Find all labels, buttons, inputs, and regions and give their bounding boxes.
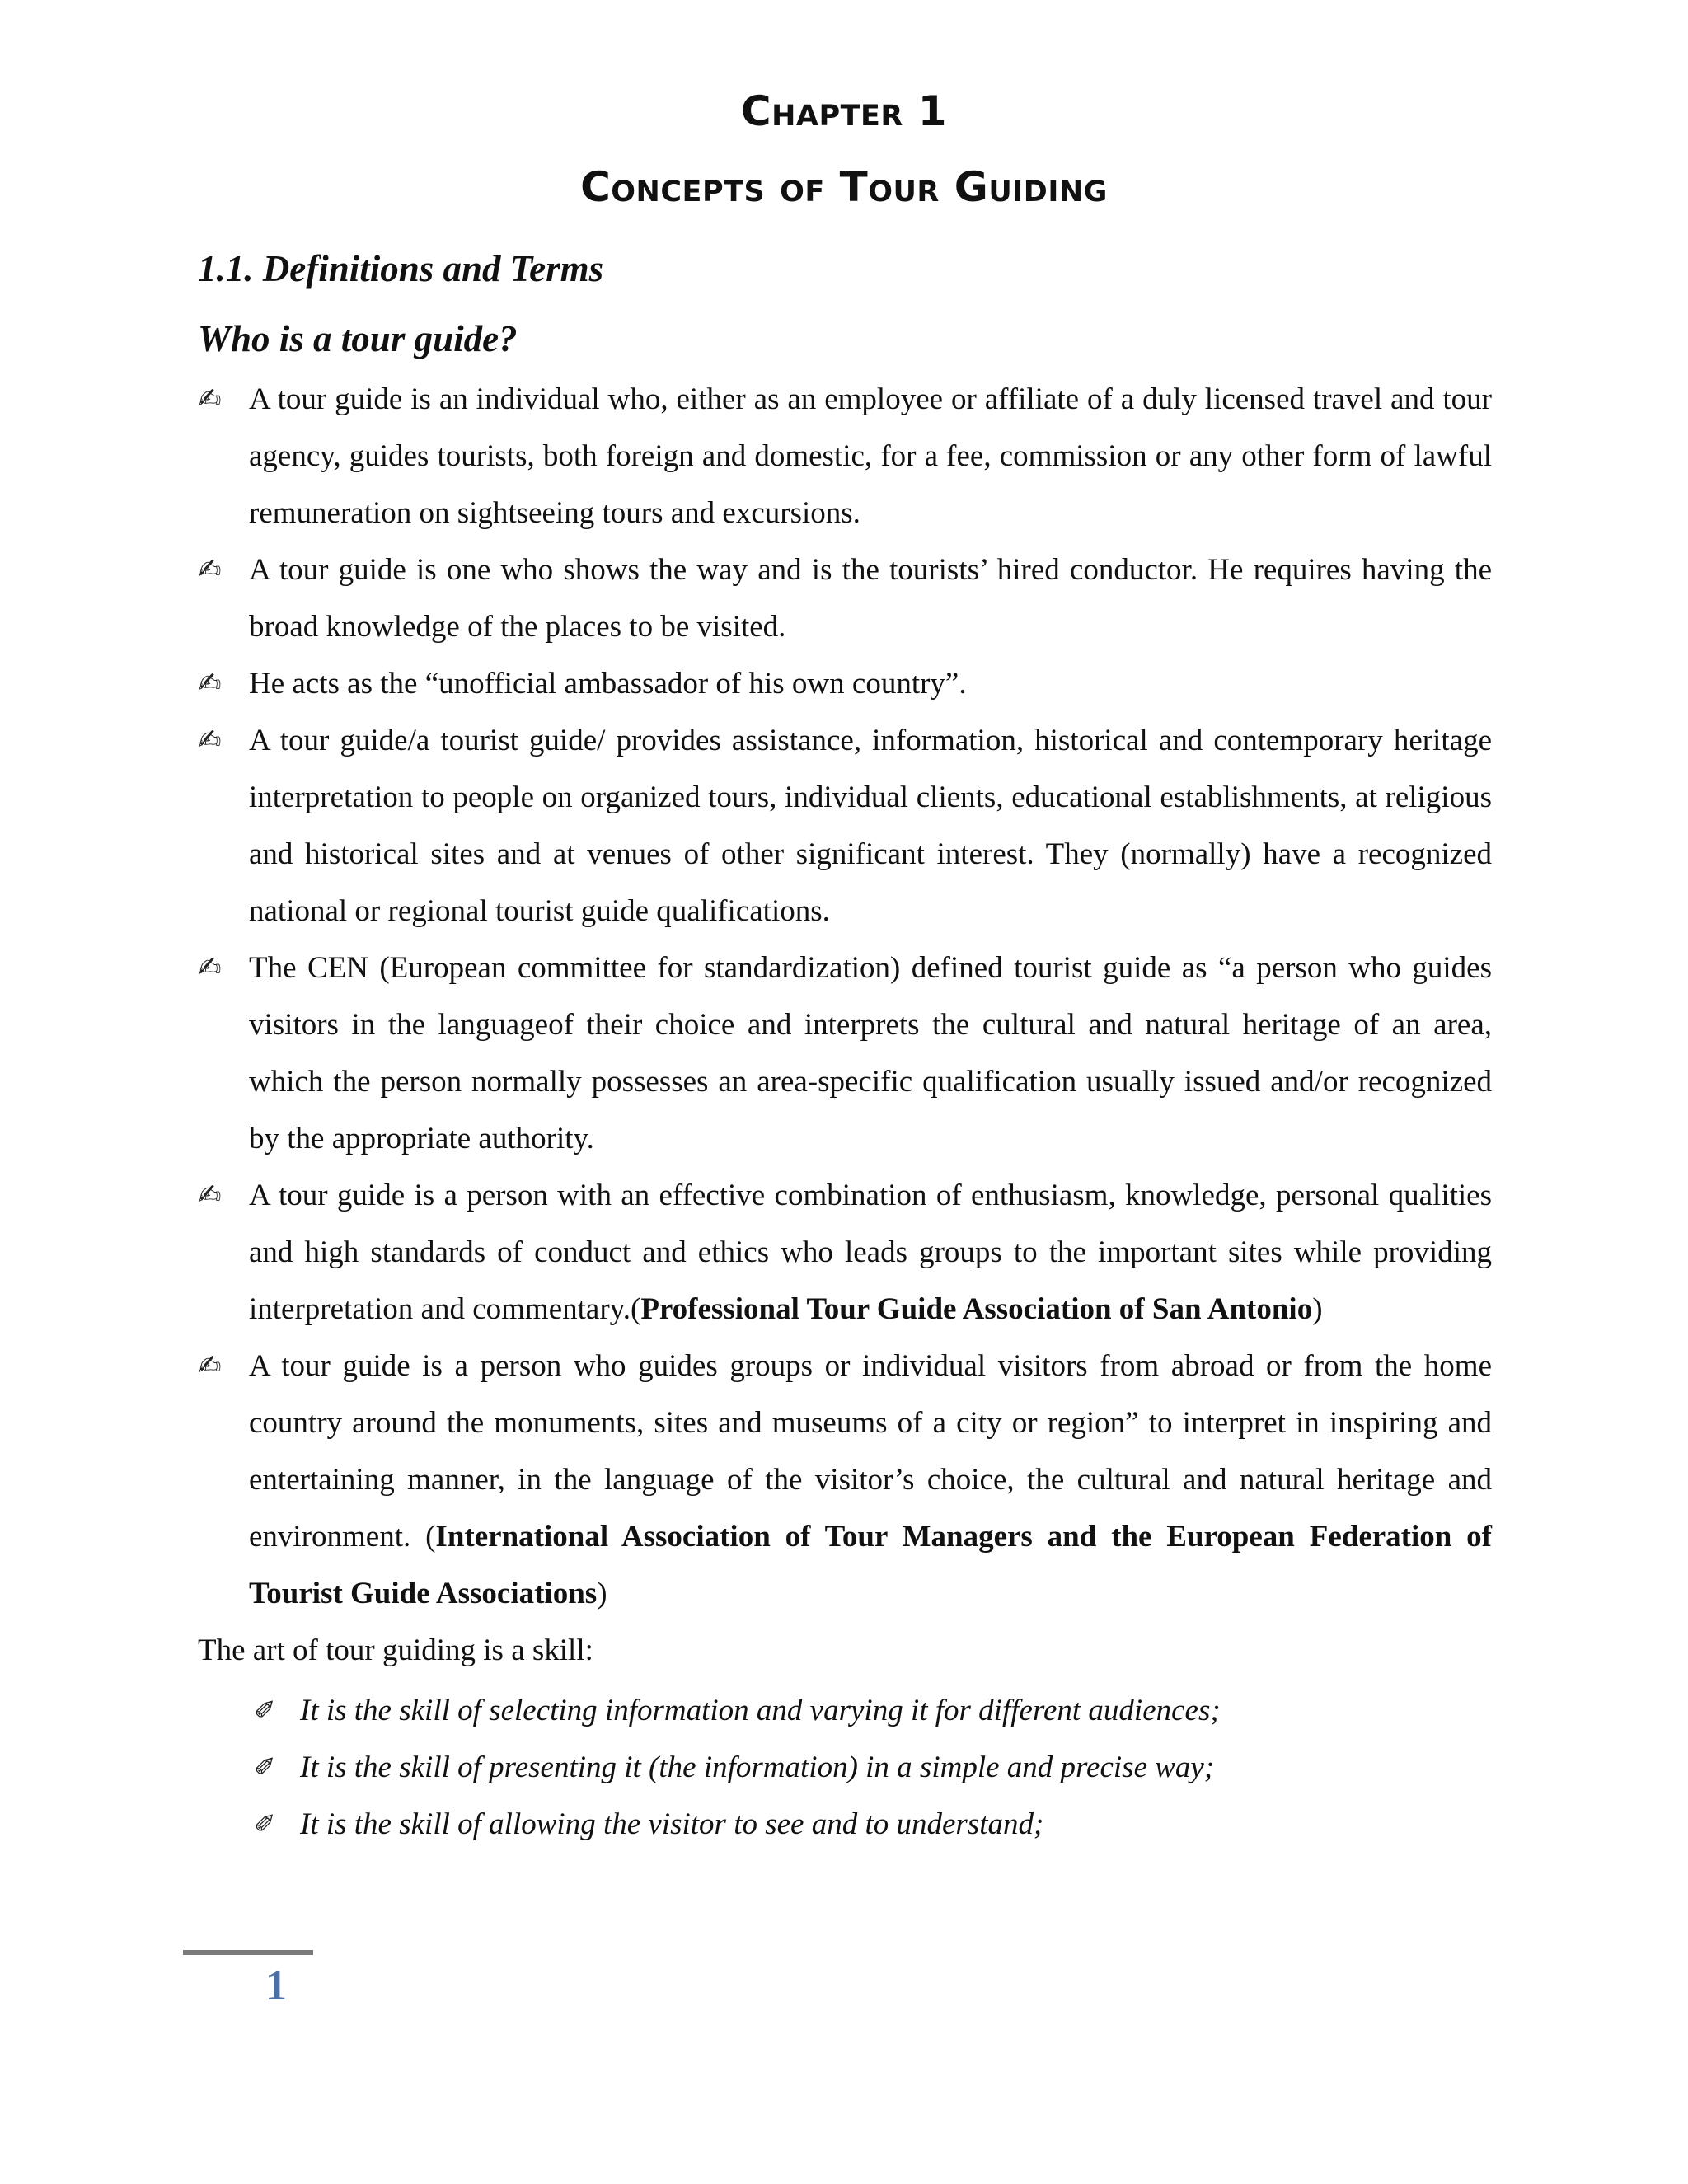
writing-hand-icon: ✍ bbox=[198, 382, 222, 415]
list-item bbox=[198, 655, 1492, 712]
writing-hand-icon: ✍ bbox=[198, 951, 222, 984]
skill-text: It is the skill of selecting information and varying it for different audiences; bbox=[300, 1694, 1221, 1727]
skill-text: It is the skill of allowing the visitor to see and to understand; bbox=[300, 1807, 1044, 1841]
definition-source-close: ) bbox=[1312, 1292, 1323, 1326]
list-item bbox=[198, 712, 1492, 940]
list-item bbox=[198, 1167, 1492, 1338]
list-item bbox=[254, 1682, 1492, 1739]
definition-text: A tour guide is one who shows the way and is the tourists’ hired conductor. He requires having the broad knowledge of the places to be visited. bbox=[249, 553, 1492, 644]
list-item bbox=[198, 940, 1492, 1167]
writing-hand-icon: ✍ bbox=[198, 667, 222, 700]
page-number: 1 bbox=[265, 1962, 287, 2009]
writing-hand-icon: ✍ bbox=[198, 553, 222, 586]
definition-source: Professional Tour Guide Association of San Antonio bbox=[640, 1292, 1313, 1326]
section-question: Who is a tour guide? bbox=[198, 318, 518, 359]
definition-source-close: ) bbox=[597, 1577, 607, 1610]
definition-source: International Association of Tour Managers and the European Federation of Tourist Guide Associations bbox=[249, 1520, 1493, 1610]
skills-list bbox=[198, 1682, 1492, 1853]
list-item bbox=[254, 1796, 1492, 1853]
chapter-label: Chapter 1 bbox=[740, 87, 948, 135]
definition-text: A tour guide/a tourist guide/ provides assistance, information, historical and contemporary heritage interpretation to people on organized tours, individual clients, educational establishments, at religious and historical sites and at venues of other significant interest. They (normally) have a recognized national or regional tourist guide qualifications. bbox=[249, 724, 1492, 928]
chapter-title: Concepts of Tour Guiding bbox=[580, 163, 1108, 211]
definition-list bbox=[198, 371, 1492, 1622]
writing-hand-icon: ✍ bbox=[198, 1349, 222, 1382]
document-body bbox=[198, 371, 1492, 1853]
skill-text: It is the skill of presenting it (the information) in a simple and precise way; bbox=[300, 1750, 1215, 1784]
skills-intro: The art of tour guiding is a skill: bbox=[198, 1633, 593, 1667]
definition-text: A tour guide is a person with an effective combination of enthusiasm, knowledge, personal qualities and high standards of conduct and ethics who leads groups to the important sites while providing interpretation and commentary.( bbox=[249, 1179, 1492, 1326]
definition-text: A tour guide is a person who guides groups or individual visitors from abroad or from the home country around the monuments, sites and museums of a city or region” to interpret in inspiring and entertaining manner, in the language of the visitor’s choice, the cultural and natural heritage and environment. ( bbox=[249, 1349, 1492, 1554]
list-item bbox=[198, 1338, 1492, 1622]
pencil-icon: ✐ bbox=[254, 1808, 276, 1840]
definition-text: A tour guide is an individual who, either as an employee or affiliate of a duly licensed travel and tour agency, guides tourists, both foreign and domestic, for a fee, commission or any other form of lawful remuneration on sightseeing tours and excursions. bbox=[249, 382, 1492, 530]
pencil-icon: ✐ bbox=[254, 1751, 276, 1783]
list-item bbox=[198, 371, 1492, 541]
definition-text: He acts as the “unofficial ambassador of his own country”. bbox=[249, 667, 967, 701]
writing-hand-icon: ✍ bbox=[198, 1179, 222, 1212]
list-item bbox=[198, 541, 1492, 655]
section-heading: 1.1. Definitions and Terms bbox=[198, 248, 604, 289]
list-item bbox=[254, 1739, 1492, 1796]
pencil-icon: ✐ bbox=[254, 1694, 276, 1726]
footer-divider bbox=[183, 1950, 313, 1955]
definition-text: The CEN (European committee for standardization) defined tourist guide as “a person who guides visitors in the languageof their choice and interprets the cultural and natural heritage of an area, which the person normally possesses an area-specific qualification usually issued and/or recognized by the appropriate authority. bbox=[249, 951, 1492, 1155]
writing-hand-icon: ✍ bbox=[198, 724, 222, 757]
